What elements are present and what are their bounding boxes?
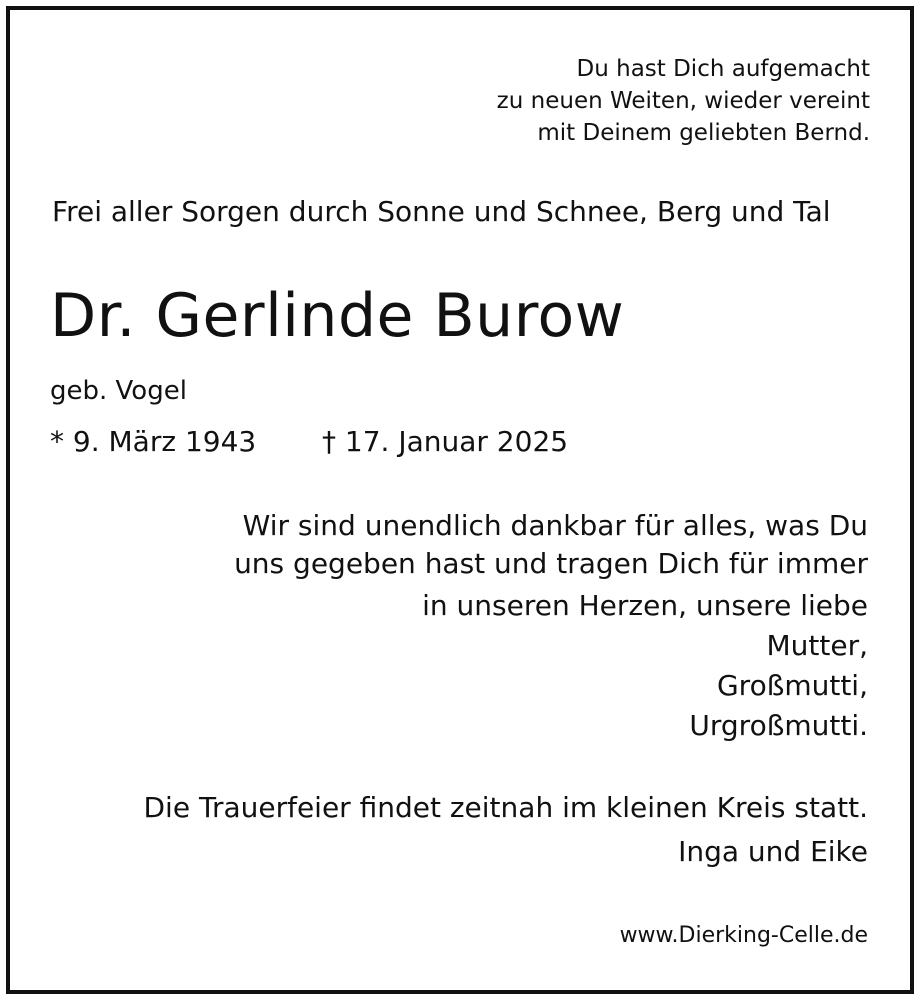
- thanks-line: Großmutti,: [716, 669, 868, 702]
- motto: Frei aller Sorgen durch Sonne und Schnee, Berg und Tal: [52, 195, 831, 228]
- thanks-line: Urgroßmutti.: [689, 709, 868, 742]
- website-link[interactable]: www.Dierking-Celle.de: [619, 923, 868, 948]
- death-date: † 17. Januar 2025: [322, 425, 569, 458]
- thanks-line: Mutter,: [766, 629, 868, 662]
- thanks-line: in unseren Herzen, unsere liebe: [422, 589, 868, 622]
- signers: Inga und Eike: [678, 835, 868, 868]
- verse-line: Du hast Dich aufgemacht: [576, 56, 870, 82]
- birth-date: * 9. März 1943: [50, 425, 257, 458]
- thanks-line: Wir sind unendlich dankbar für alles, was Du: [242, 509, 868, 542]
- verse-line: zu neuen Weiten, wieder vereint: [496, 88, 870, 114]
- funeral-info: Die Trauerfeier findet zeitnah im kleinen Kreis statt.: [143, 791, 868, 824]
- verse-line: mit Deinem geliebten Bernd.: [537, 120, 870, 146]
- birth-name: geb. Vogel: [50, 376, 187, 406]
- thanks-line: uns gegeben hast und tragen Dich für immer: [234, 547, 868, 580]
- deceased-name: Dr. Gerlinde Burow: [50, 281, 625, 351]
